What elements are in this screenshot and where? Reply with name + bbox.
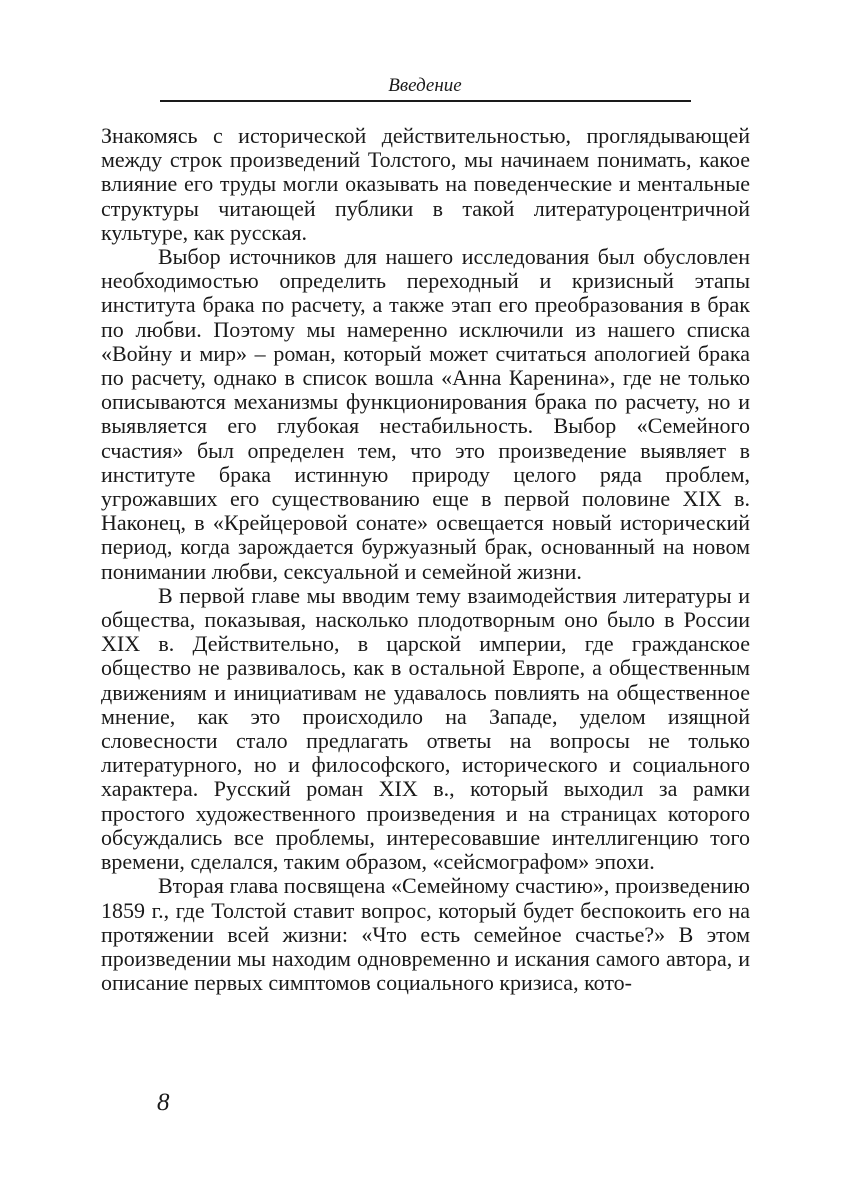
header-rule — [160, 100, 691, 102]
paragraph-3: В первой главе мы вводим тему взаимодействия литературы и общества, показывая, насколько плодотворным оно было в России XIX в. Действительно, в царской империи, где гражданское общество не развивалось, как в остальной Европе, а общественным движениям и инициативам не удавалось повлиять на общественное мнение, как это происходило на Западе, уделом изящной словесности стало предлагать ответы на вопросы не только литературного, но и философского, исторического и социального характера. Русский роман XIX в., который выходил за рамки простого художественного произведения и на страницах которого обсуждались все проблемы, интересовавшие интеллигенцию того времени, сделался, таким образом, «сейсмографом» эпохи. — [101, 582, 750, 875]
running-title: Введение — [388, 75, 462, 96]
paragraph-2: Выбор источников для нашего исследования был обусловлен необходимостью определить переходный и кризисный этапы института брака по расчету, а также этап его преобразования в брак по любви. Поэтому мы намеренно исключили из нашего списка «Войну и мир» – роман, который может считаться апологией брака по расчету, однако в список вошла «Анна Каренина», где не только описываются механизмы функционирования брака по расчету, но и выявляется его глубокая нестабильность. Выбор «Семейного счастия» был определен тем, что это произведение выявляет в институте брака истинную природу целого ряда проблем, угрожавших его существованию еще в первой половине XIX в. Наконец, в «Крейцеровой сонате» освещается новый исторический период, когда зарождается буржуазный брак, основанный на новом понимании любви, сексуальной и семейной жизни. — [101, 244, 750, 584]
paragraph-4: Вторая глава посвящена «Семейному счастию», произведению 1859 г., где Толстой ставит вопрос, который будет беспокоить его на протяжении всей жизни: «Что есть семейное счастье?» В этом произведении мы находим одновременно и искания самого автора, и описание первых симптомов социального кризиса, кото- — [101, 873, 750, 996]
body-text — [101, 124, 750, 995]
page-number: 8 — [157, 1089, 170, 1116]
paragraph-1: Знакомясь с исторической действительностью, проглядывающей между строк произведений Толстого, мы начинаем понимать, какое влияние его труды могли оказывать на поведенческие и ментальные структуры читающей публики в такой литературоцентричной культуре, как русская. — [101, 123, 750, 245]
